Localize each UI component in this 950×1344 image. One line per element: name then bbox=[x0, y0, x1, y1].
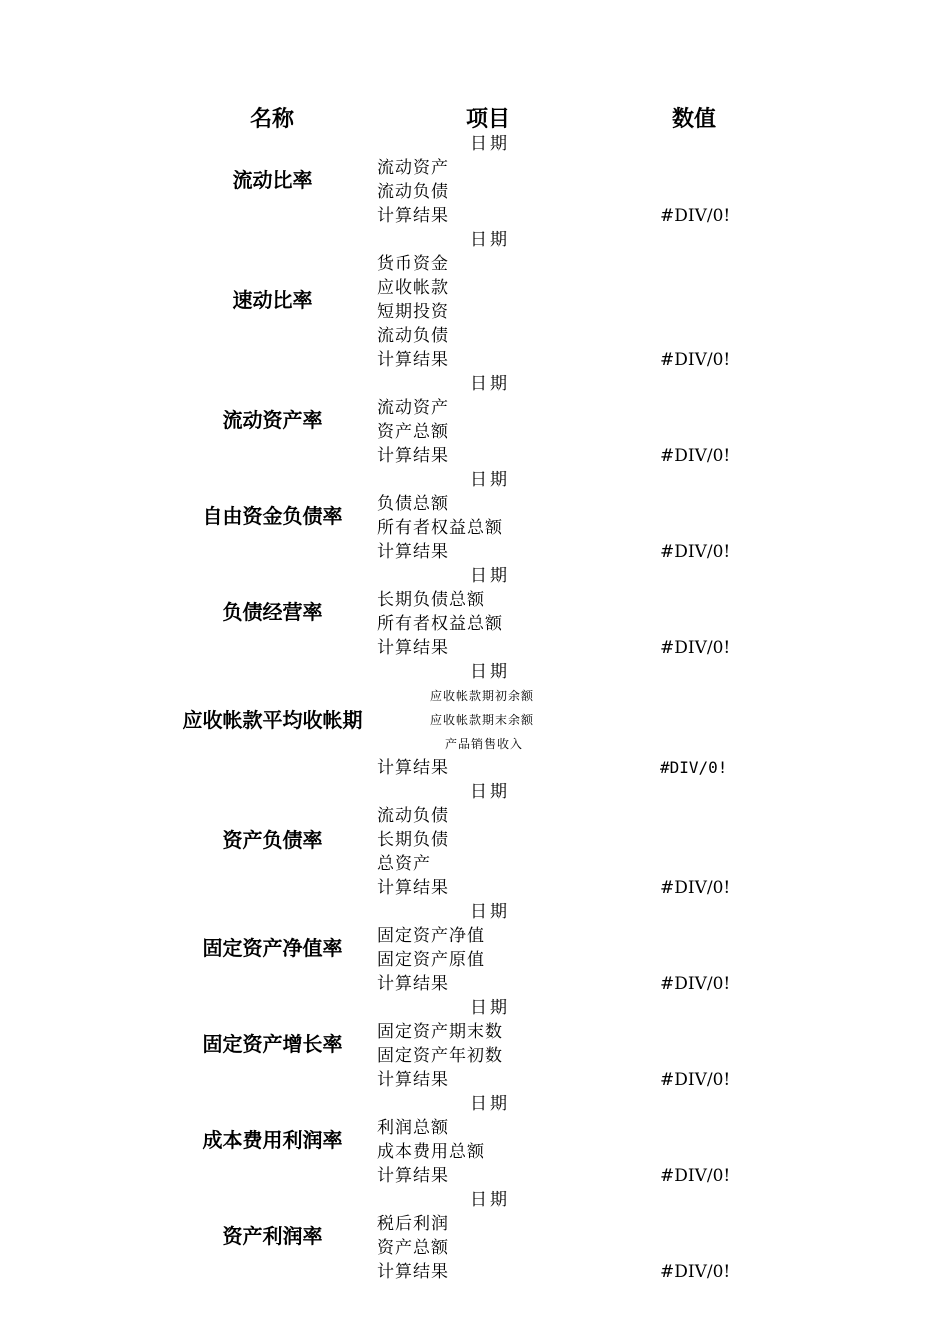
date-row bbox=[180, 1092, 760, 1116]
date-row bbox=[180, 1188, 760, 1212]
result-row bbox=[180, 972, 760, 996]
item-row bbox=[180, 300, 760, 324]
date-row bbox=[180, 132, 760, 156]
item-label: 成本费用总额 bbox=[377, 1142, 485, 1162]
result-value: #DIV/0! bbox=[660, 446, 731, 466]
item-row bbox=[180, 828, 760, 852]
item-row bbox=[180, 588, 760, 612]
item-label: 计算结果 bbox=[377, 446, 449, 466]
item-row bbox=[180, 612, 760, 636]
item-label: 资产总额 bbox=[377, 1238, 449, 1258]
result-value: #DIV/0! bbox=[660, 542, 731, 562]
item-label: 日期 bbox=[470, 1094, 510, 1114]
date-row bbox=[180, 996, 760, 1020]
item-label: 所有者权益总额 bbox=[377, 614, 503, 634]
result-row bbox=[180, 1260, 760, 1284]
ratio-group bbox=[180, 228, 760, 372]
item-label: 固定资产净值 bbox=[377, 926, 485, 946]
item-label: 产品销售收入 bbox=[445, 737, 524, 751]
ratio-name: 流动比率 bbox=[232, 168, 313, 192]
date-row bbox=[180, 228, 760, 252]
ratio-name: 流动资产率 bbox=[222, 408, 323, 432]
item-label: 负债总额 bbox=[377, 494, 449, 514]
item-row bbox=[180, 1140, 760, 1164]
result-value: #DIV/0! bbox=[660, 638, 731, 658]
result-value: #DIV/0! bbox=[660, 878, 731, 898]
item-label: 日期 bbox=[470, 662, 510, 682]
item-row bbox=[180, 180, 760, 204]
item-label: 计算结果 bbox=[377, 1262, 449, 1282]
item-label: 日期 bbox=[470, 470, 510, 490]
ratio-group bbox=[180, 372, 760, 468]
item-label: 资产总额 bbox=[377, 422, 449, 442]
header-value: 数值 bbox=[672, 106, 717, 132]
item-label: 计算结果 bbox=[377, 974, 449, 994]
ratio-name: 负债经营率 bbox=[222, 600, 323, 624]
item-label: 计算结果 bbox=[377, 1166, 449, 1186]
result-row bbox=[180, 204, 760, 228]
item-row bbox=[180, 1236, 760, 1260]
header-row bbox=[180, 100, 760, 132]
item-row bbox=[180, 1212, 760, 1236]
item-label: 日期 bbox=[470, 230, 510, 250]
item-label: 日期 bbox=[470, 1190, 510, 1210]
item-label: 计算结果 bbox=[377, 758, 449, 778]
item-label: 货币资金 bbox=[377, 254, 449, 274]
item-label: 应收帐款期初余额 bbox=[430, 689, 535, 703]
item-row bbox=[180, 852, 760, 876]
result-row bbox=[180, 1068, 760, 1092]
item-label: 计算结果 bbox=[377, 542, 449, 562]
result-row bbox=[180, 540, 760, 564]
ratio-name: 资产利润率 bbox=[222, 1224, 323, 1248]
item-row bbox=[180, 1020, 760, 1044]
item-label: 固定资产期末数 bbox=[377, 1022, 503, 1042]
item-label: 利润总额 bbox=[377, 1118, 449, 1138]
item-label: 流动负债 bbox=[377, 806, 449, 826]
item-row bbox=[180, 948, 760, 972]
ratio-group bbox=[180, 900, 760, 996]
date-row bbox=[180, 372, 760, 396]
result-value: #DIV/0! bbox=[660, 1262, 731, 1282]
item-label: 总资产 bbox=[377, 854, 431, 874]
item-label: 流动资产 bbox=[377, 158, 449, 178]
ratio-sheet bbox=[180, 100, 760, 1284]
date-row bbox=[180, 780, 760, 804]
result-value: #DIV/0! bbox=[660, 974, 731, 994]
item-row bbox=[180, 396, 760, 420]
item-label: 长期负债总额 bbox=[377, 590, 485, 610]
header-name: 名称 bbox=[250, 106, 295, 132]
item-label: 固定资产年初数 bbox=[377, 1046, 503, 1066]
item-label: 日期 bbox=[470, 566, 510, 586]
item-row bbox=[180, 276, 760, 300]
result-value: #DIV/0! bbox=[660, 758, 728, 777]
result-value: #DIV/0! bbox=[660, 1070, 731, 1090]
item-row bbox=[180, 252, 760, 276]
ratio-group bbox=[180, 1092, 760, 1188]
ratio-name: 固定资产增长率 bbox=[202, 1032, 343, 1056]
item-label: 计算结果 bbox=[377, 878, 449, 898]
item-label: 长期负债 bbox=[377, 830, 449, 850]
item-row bbox=[180, 1116, 760, 1140]
item-label: 日期 bbox=[470, 782, 510, 802]
item-label: 日期 bbox=[470, 374, 510, 394]
ratio-name: 资产负债率 bbox=[222, 828, 323, 852]
item-label: 税后利润 bbox=[377, 1214, 449, 1234]
result-row bbox=[180, 1164, 760, 1188]
result-row bbox=[180, 348, 760, 372]
ratio-group bbox=[180, 996, 760, 1092]
item-label: 计算结果 bbox=[377, 206, 449, 226]
ratio-group bbox=[180, 468, 760, 564]
ratio-group bbox=[180, 660, 760, 780]
result-row bbox=[180, 636, 760, 660]
item-label: 固定资产原值 bbox=[377, 950, 485, 970]
ratio-name: 自由资金负债率 bbox=[202, 504, 343, 528]
ratio-group bbox=[180, 564, 760, 660]
item-label: 所有者权益总额 bbox=[377, 518, 503, 538]
item-row bbox=[180, 492, 760, 516]
date-row bbox=[180, 564, 760, 588]
item-row bbox=[180, 804, 760, 828]
date-row bbox=[180, 660, 760, 684]
date-row bbox=[180, 468, 760, 492]
item-label: 计算结果 bbox=[377, 1070, 449, 1090]
item-label: 流动负债 bbox=[377, 182, 449, 202]
item-row bbox=[180, 924, 760, 948]
item-label: 短期投资 bbox=[377, 302, 449, 322]
ratio-name: 成本费用利润率 bbox=[202, 1128, 343, 1152]
item-row bbox=[180, 732, 760, 756]
ratio-name: 应收帐款平均收帐期 bbox=[182, 708, 363, 732]
item-label: 应收帐款 bbox=[377, 278, 449, 298]
item-label: 日期 bbox=[470, 134, 510, 154]
ratio-group bbox=[180, 1188, 760, 1284]
item-label: 流动负债 bbox=[377, 326, 449, 346]
ratio-group bbox=[180, 132, 760, 228]
item-row bbox=[180, 156, 760, 180]
item-label: 应收帐款期末余额 bbox=[430, 713, 535, 727]
result-value: #DIV/0! bbox=[660, 206, 731, 226]
result-row bbox=[180, 444, 760, 468]
result-value: #DIV/0! bbox=[660, 350, 731, 370]
ratio-name: 速动比率 bbox=[232, 288, 313, 312]
item-row bbox=[180, 708, 760, 732]
item-row bbox=[180, 420, 760, 444]
result-row bbox=[180, 876, 760, 900]
item-label: 流动资产 bbox=[377, 398, 449, 418]
item-label: 日期 bbox=[470, 998, 510, 1018]
result-row bbox=[180, 756, 760, 780]
item-row bbox=[180, 1044, 760, 1068]
item-label: 计算结果 bbox=[377, 638, 449, 658]
ratio-name: 固定资产净值率 bbox=[202, 936, 343, 960]
ratio-group bbox=[180, 780, 760, 900]
item-label: 计算结果 bbox=[377, 350, 449, 370]
item-row bbox=[180, 684, 760, 708]
date-row bbox=[180, 900, 760, 924]
item-row bbox=[180, 324, 760, 348]
item-label: 日期 bbox=[470, 902, 510, 922]
item-row bbox=[180, 516, 760, 540]
header-item: 项目 bbox=[466, 106, 511, 132]
result-value: #DIV/0! bbox=[660, 1166, 731, 1186]
ratio-groups bbox=[180, 132, 760, 1284]
